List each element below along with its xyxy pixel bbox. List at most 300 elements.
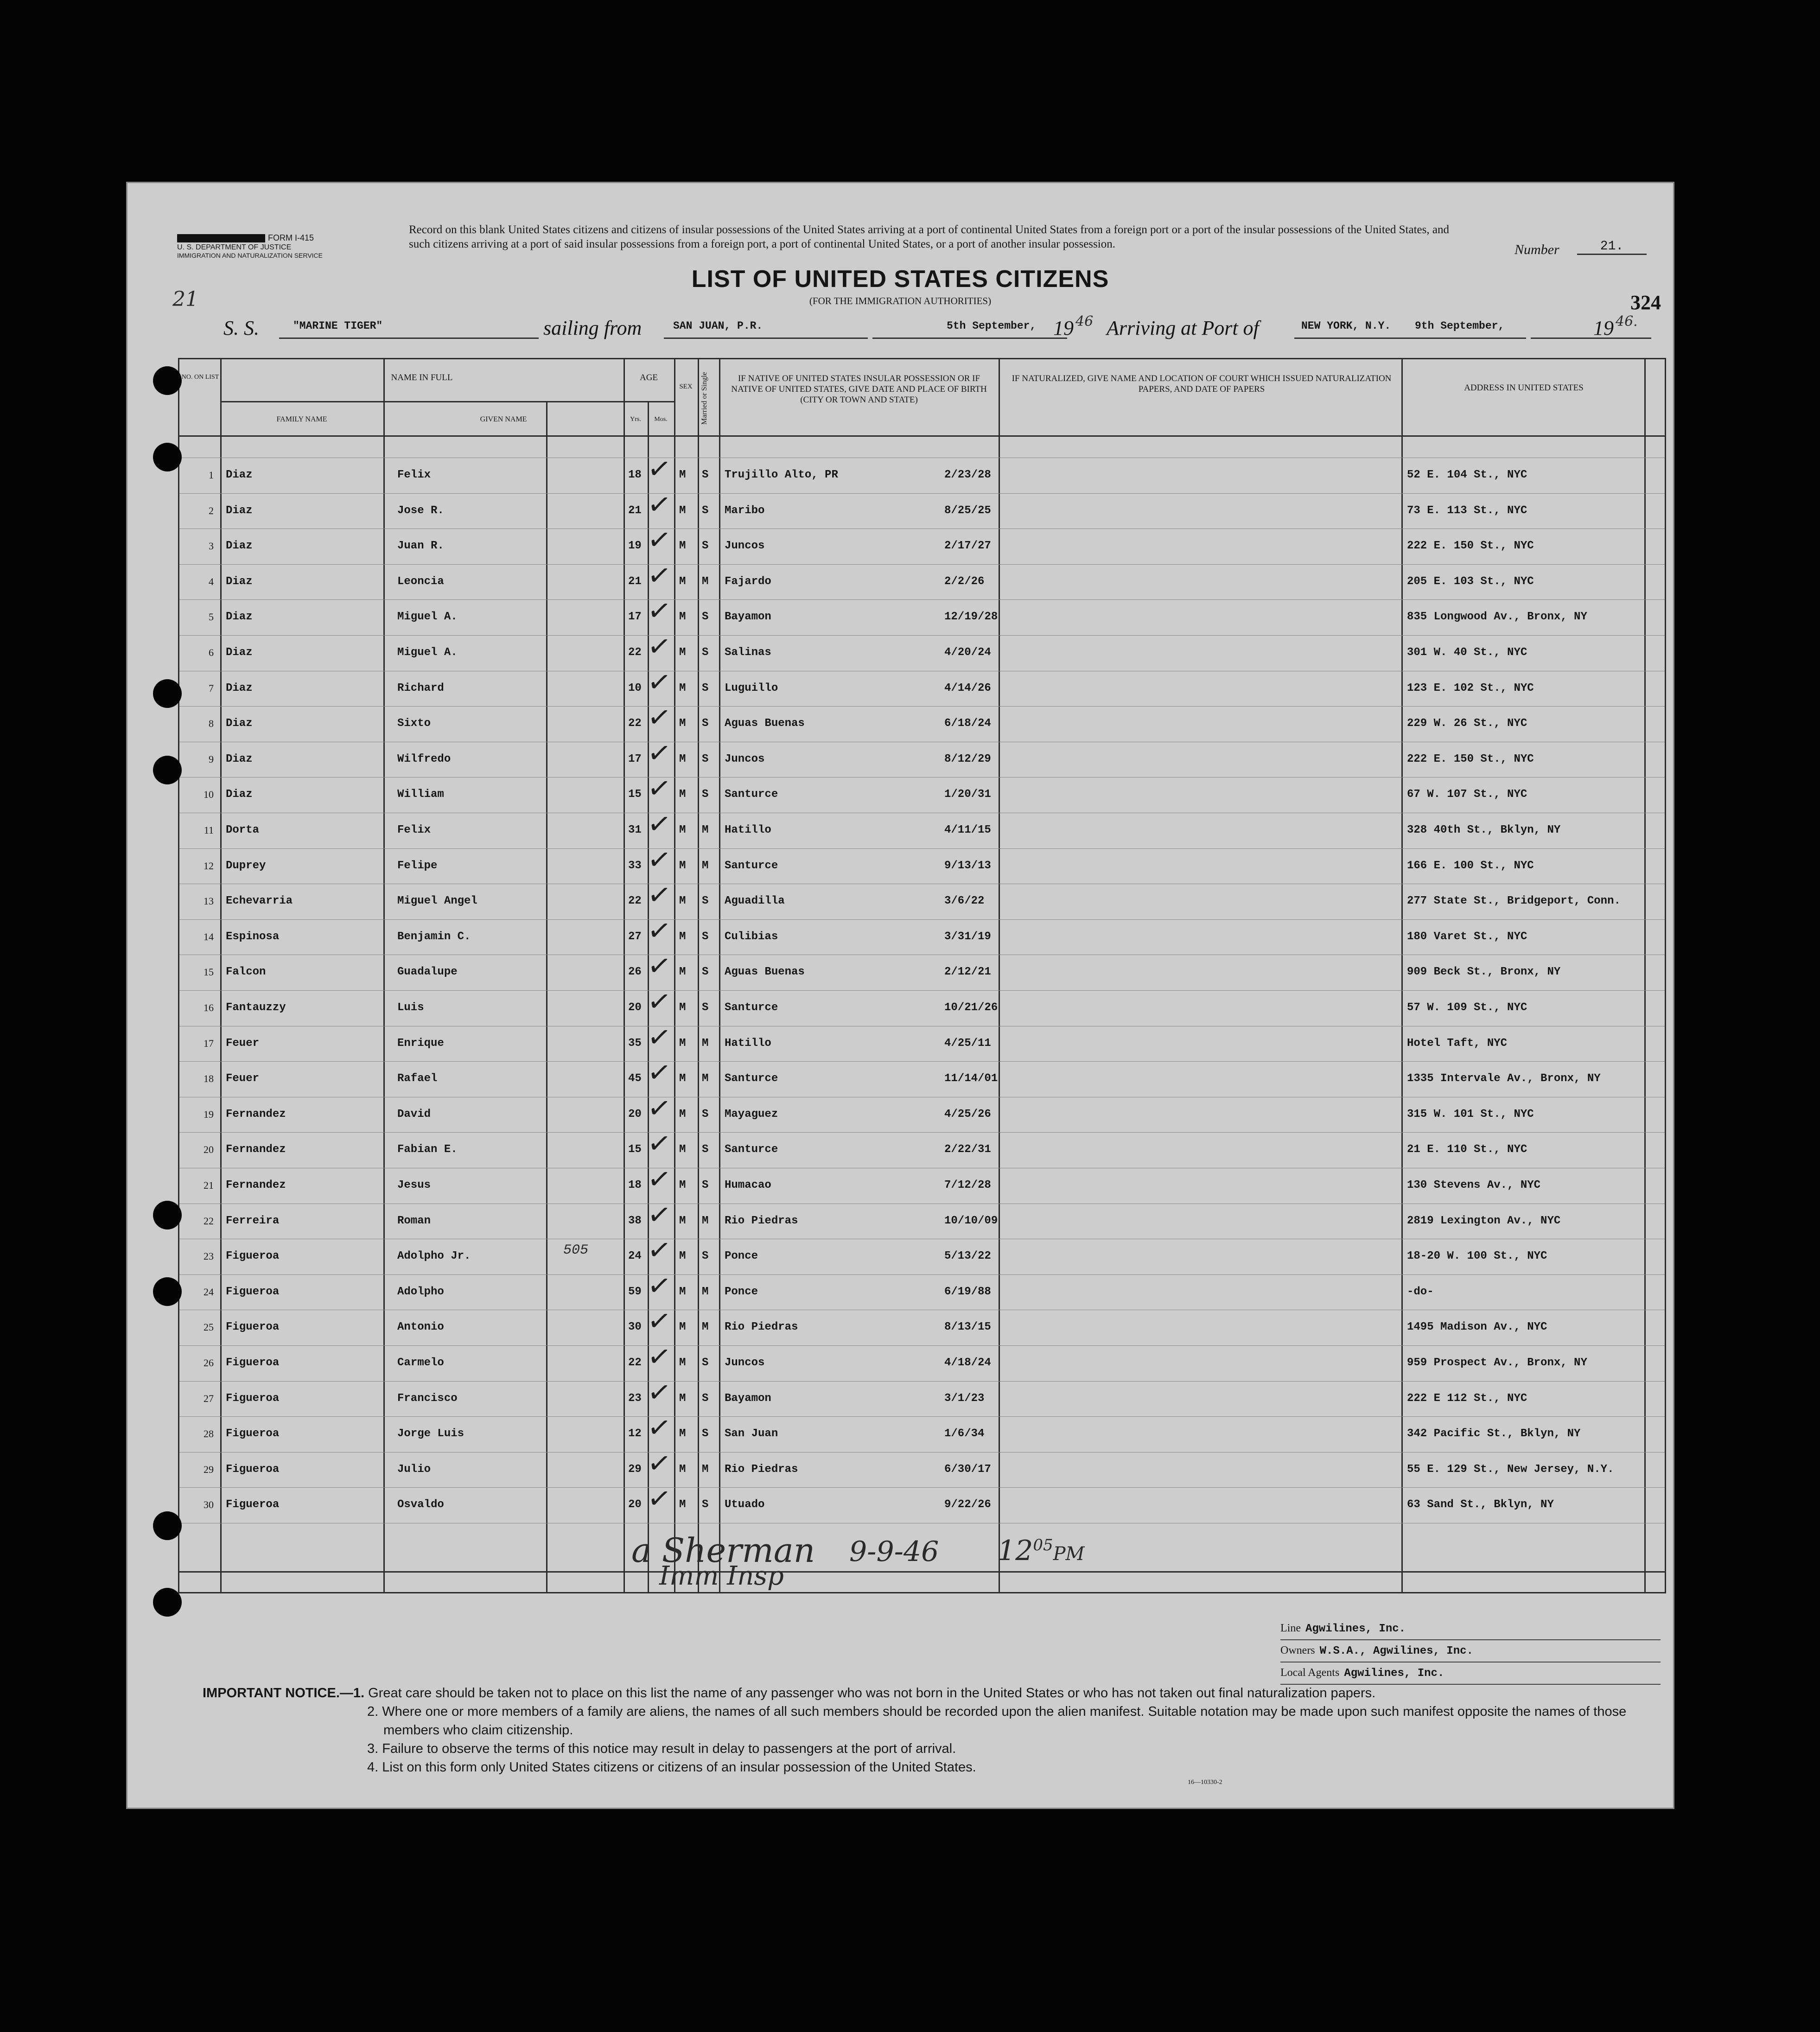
cell-ms: S xyxy=(702,1250,709,1263)
punch-hole xyxy=(153,443,182,471)
cell-no: 21 xyxy=(204,1179,214,1191)
cell-family: Figueroa xyxy=(226,1285,280,1298)
cell-age: 38 xyxy=(628,1214,642,1227)
cell-sex: M xyxy=(679,1321,686,1334)
page-subtitle: (FOR THE IMMIGRATION AUTHORITIES) xyxy=(809,295,992,306)
number-label: Number xyxy=(1515,242,1559,257)
cell-age: 22 xyxy=(628,895,642,908)
arrive-year-prefix: 19 xyxy=(1593,317,1614,339)
cell-no: 19 xyxy=(204,1108,214,1120)
check-mark-icon: ✓ xyxy=(645,451,673,487)
cell-place: Rio Piedras xyxy=(725,1321,798,1334)
cell-no: 10 xyxy=(204,789,214,801)
cell-ms: S xyxy=(702,504,709,517)
cell-given: Guadalupe xyxy=(397,966,458,979)
cell-sex: M xyxy=(679,540,686,553)
check-mark-icon: ✓ xyxy=(645,1481,673,1517)
check-mark-icon: ✓ xyxy=(645,1233,673,1268)
check-mark-icon: ✓ xyxy=(645,842,673,878)
cell-ms: S xyxy=(702,469,709,481)
corner-mark: 21 xyxy=(172,287,198,311)
punch-hole xyxy=(153,1588,182,1617)
notice-item-2: 2. Where one or more members of a family are aliens, the names of all such members should be recorded upon the alien manifest. Suitable notation may be made upon such manifest opposite the names of those members who claim citizenship. xyxy=(367,1704,1627,1738)
redaction-bar xyxy=(177,234,265,242)
cell-no: 29 xyxy=(204,1463,214,1475)
cell-ms: S xyxy=(702,611,709,624)
cell-date: 3/1/23 xyxy=(944,1392,985,1405)
ss-label: S. S. xyxy=(223,317,259,339)
cell-family: Figueroa xyxy=(226,1321,280,1334)
check-mark-icon: ✓ xyxy=(645,664,673,700)
inspector-title: Imm Insp xyxy=(659,1561,784,1591)
cell-place: Bayamon xyxy=(725,1392,771,1405)
cell-ms: M xyxy=(702,859,709,872)
cell-date: 12/19/28 xyxy=(944,611,998,624)
cell-family: Diaz xyxy=(226,575,253,588)
cell-address: 301 W. 40 St., NYC xyxy=(1407,646,1527,659)
cell-family: Diaz xyxy=(226,469,253,481)
cell-sex: M xyxy=(679,575,686,588)
cell-date: 6/30/17 xyxy=(944,1463,991,1476)
cell-age: 17 xyxy=(628,611,642,624)
cell-family: Fernandez xyxy=(226,1143,286,1156)
cell-age: 20 xyxy=(628,1001,642,1014)
cell-given: Fabian E. xyxy=(397,1143,458,1156)
cell-ms: S xyxy=(702,1427,709,1440)
punch-hole xyxy=(153,1277,182,1306)
punch-hole xyxy=(153,366,182,395)
cell-family: Dorta xyxy=(226,824,260,836)
depart-year: 46 xyxy=(1075,313,1094,330)
header-address: ADDRESS IN UNITED STATES xyxy=(1464,383,1584,393)
check-mark-icon: ✓ xyxy=(645,1375,673,1410)
cell-no: 15 xyxy=(204,966,214,978)
cell-given: Sixto xyxy=(397,717,431,730)
cell-given: Jorge Luis xyxy=(397,1427,465,1440)
cell-address: 130 Stevens Av., NYC xyxy=(1407,1179,1541,1191)
cell-address: 315 W. 101 St., NYC xyxy=(1407,1108,1534,1121)
cell-place: Santurce xyxy=(725,859,778,872)
cell-given: Benjamin C. xyxy=(397,930,471,943)
cell-date: 9/22/26 xyxy=(944,1498,991,1511)
cell-no: 17 xyxy=(204,1037,214,1049)
manifest-sheet xyxy=(126,182,1674,1809)
cell-ms: M xyxy=(702,1321,709,1334)
cell-no: 30 xyxy=(204,1499,214,1511)
cell-place: Santurce xyxy=(725,788,778,801)
cell-family: Fernandez xyxy=(226,1179,286,1191)
cell-age: 26 xyxy=(628,966,642,979)
cell-date: 2/23/28 xyxy=(944,469,991,481)
cell-address: 277 State St., Bridgeport, Conn. xyxy=(1407,895,1621,908)
cell-family: Diaz xyxy=(226,788,253,801)
cell-ms: M xyxy=(702,1214,709,1227)
cell-sex: M xyxy=(679,1108,686,1121)
cell-given: Francisco xyxy=(397,1392,458,1405)
cell-no: 11 xyxy=(204,824,214,836)
cell-place: Hatillo xyxy=(725,1037,771,1050)
cell-no: 22 xyxy=(204,1215,214,1227)
cell-place: Fajardo xyxy=(725,575,771,588)
cell-address: 180 Varet St., NYC xyxy=(1407,930,1527,943)
cell-address: 2819 Lexington Av., NYC xyxy=(1407,1214,1561,1227)
cell-family: Diaz xyxy=(226,646,253,659)
cell-age: 33 xyxy=(628,859,642,872)
cell-age: 45 xyxy=(628,1072,642,1085)
cell-date: 4/14/26 xyxy=(944,682,991,694)
cell-ms: S xyxy=(702,930,709,943)
cell-no: 3 xyxy=(209,540,214,552)
cell-sex: M xyxy=(679,824,686,836)
cell-date: 8/12/29 xyxy=(944,752,991,765)
cell-age: 12 xyxy=(628,1427,642,1440)
cell-given: Felix xyxy=(397,469,431,481)
cell-place: Juncos xyxy=(725,752,765,765)
cell-place: Mayaguez xyxy=(725,1108,778,1121)
depart-year-prefix: 19 xyxy=(1053,317,1074,339)
header-no: NO. ON LIST xyxy=(181,374,219,381)
cell-address: 166 E. 100 St., NYC xyxy=(1407,859,1534,872)
cell-sex: M xyxy=(679,1072,686,1085)
cell-address: 222 E 112 St., NYC xyxy=(1407,1392,1527,1405)
cell-address: 52 E. 104 St., NYC xyxy=(1407,469,1527,481)
cell-place: Rio Piedras xyxy=(725,1214,798,1227)
check-mark-icon: ✓ xyxy=(645,771,673,807)
cell-date: 10/10/09 xyxy=(944,1214,998,1227)
cell-address: Hotel Taft, NYC xyxy=(1407,1037,1508,1050)
cell-given: Adolpho Jr. xyxy=(397,1250,471,1263)
agents-block xyxy=(1280,1618,1661,1685)
cell-sex: M xyxy=(679,930,686,943)
cell-place: Santurce xyxy=(725,1072,778,1085)
cell-ms: M xyxy=(702,575,709,588)
cell-address: 222 E. 150 St., NYC xyxy=(1407,540,1534,553)
cell-date: 2/22/31 xyxy=(944,1143,991,1156)
cell-family: Figueroa xyxy=(226,1498,280,1511)
cell-age: 20 xyxy=(628,1498,642,1511)
cell-given: Osvaldo xyxy=(397,1498,444,1511)
number-value: 21. xyxy=(1577,239,1647,255)
check-mark-icon: ✓ xyxy=(645,1446,673,1481)
cell-given: Richard xyxy=(397,682,444,694)
cell-sex: M xyxy=(679,469,686,481)
cell-sex: M xyxy=(679,966,686,979)
cell-family: Feuer xyxy=(226,1072,260,1085)
cell-address: 123 E. 102 St., NYC xyxy=(1407,682,1534,694)
cell-no: 20 xyxy=(204,1144,214,1156)
cell-family: Echevarria xyxy=(226,895,293,908)
cell-sex: M xyxy=(679,1179,686,1191)
cell-no: 27 xyxy=(204,1392,214,1404)
arrive-date: 9th September, xyxy=(1415,320,1505,332)
cell-family: Diaz xyxy=(226,540,253,553)
cell-date: 9/13/13 xyxy=(944,859,991,872)
header-family-name: FAMILY NAME xyxy=(276,415,327,423)
sign-date: 9-9-46 xyxy=(849,1535,939,1568)
cell-age: 29 xyxy=(628,1463,642,1476)
cell-place: Aguadilla xyxy=(725,895,785,908)
check-mark-icon: ✓ xyxy=(645,913,673,949)
notice-item-4: 4. List on this form only United States citizens or citizens of an insular possession of the United States. xyxy=(367,1760,976,1775)
cell-family: Diaz xyxy=(226,504,253,517)
cell-given: Wilfredo xyxy=(397,752,451,765)
check-mark-icon: ✓ xyxy=(645,984,673,1020)
cell-place: Ponce xyxy=(725,1285,758,1298)
cell-sex: M xyxy=(679,1392,686,1405)
cell-no: 8 xyxy=(209,718,214,730)
cell-family: Duprey xyxy=(226,859,266,872)
form-label: FORM I-415 xyxy=(177,233,314,243)
cell-family: Figueroa xyxy=(226,1392,280,1405)
cell-no: 5 xyxy=(209,611,214,623)
cell-age: 22 xyxy=(628,717,642,730)
cell-address: 21 E. 110 St., NYC xyxy=(1407,1143,1527,1156)
cell-family: Fernandez xyxy=(226,1108,286,1121)
check-mark-icon: ✓ xyxy=(645,1055,673,1091)
cell-given: Juan R. xyxy=(397,540,444,553)
header-birth: IF NATIVE OF UNITED STATES INSULAR POSSESSION OR IF NATIVE OF UNITED STATES, GIVE DATE AND PLACE OF BIRTH (CITY OR TOWN AND STATE) xyxy=(731,374,987,405)
cell-sex: M xyxy=(679,859,686,872)
page-title: LIST OF UNITED STATES CITIZENS xyxy=(691,266,1109,293)
cell-place: Juncos xyxy=(725,540,765,553)
cell-ms: S xyxy=(702,1001,709,1014)
notice-item-1: Great care should be taken not to place on this list the name of any passenger who was not born in the United States or who has not taken out final naturalization papers. xyxy=(368,1686,1376,1701)
header-mos: Mos. xyxy=(654,416,668,423)
cell-given: Jesus xyxy=(397,1179,431,1191)
cell-age: 31 xyxy=(628,824,642,836)
check-mark-icon: ✓ xyxy=(645,1197,673,1233)
cell-age: 22 xyxy=(628,646,642,659)
cell-place: Hatillo xyxy=(725,824,771,836)
cell-sex: M xyxy=(679,611,686,624)
cell-no: 6 xyxy=(209,647,214,658)
sign-time: $12^{05}PM$ xyxy=(998,1535,1085,1567)
header-name-in-full: NAME IN FULL xyxy=(391,373,453,382)
cell-no: 28 xyxy=(204,1428,214,1440)
cell-place: Utuado xyxy=(725,1498,765,1511)
header-given-name: GIVEN NAME xyxy=(480,415,527,423)
cell-family: Falcon xyxy=(226,966,266,979)
cell-date: 5/13/22 xyxy=(944,1250,991,1263)
cell-address: 57 W. 109 St., NYC xyxy=(1407,1001,1527,1014)
cell-no: 12 xyxy=(204,860,214,872)
check-mark-icon: ✓ xyxy=(645,487,673,522)
cell-sex: M xyxy=(679,1001,686,1014)
cell-ms: S xyxy=(702,1179,709,1191)
cell-sex: M xyxy=(679,1250,686,1263)
cell-place: San Juan xyxy=(725,1427,778,1440)
check-mark-icon: ✓ xyxy=(645,1090,673,1126)
cell-no: 16 xyxy=(204,1002,214,1013)
cell-age: 22 xyxy=(628,1357,642,1369)
owners-entry: Owners W.S.A., Agwilines, Inc. xyxy=(1280,1640,1661,1663)
cell-date: 8/25/25 xyxy=(944,504,991,517)
check-mark-icon: ✓ xyxy=(645,1339,673,1375)
cell-date: 2/17/27 xyxy=(944,540,991,553)
cell-date: 4/11/15 xyxy=(944,824,991,836)
check-mark-icon: ✓ xyxy=(645,878,673,913)
cell-family: Diaz xyxy=(226,611,253,624)
cell-place: Maribo xyxy=(725,504,765,517)
cell-given: Jose R. xyxy=(397,504,444,517)
cell-age: 59 xyxy=(628,1285,642,1298)
header-yrs: Yrs. xyxy=(630,416,641,423)
cell-place: Bayamon xyxy=(725,611,771,624)
cell-ms: S xyxy=(702,788,709,801)
footer-code: 16—10330-2 xyxy=(1188,1779,1222,1786)
department-name: U. S. DEPARTMENT OF JUSTICE xyxy=(177,243,292,251)
cell-date: 3/6/22 xyxy=(944,895,985,908)
cell-place: Luguillo xyxy=(725,682,778,694)
arriving-label: Arriving at Port of xyxy=(1107,317,1259,339)
cell-ms: S xyxy=(702,895,709,908)
cell-date: 6/18/24 xyxy=(944,717,991,730)
cell-address: 1495 Madison Av., NYC xyxy=(1407,1321,1547,1334)
cell-place: Aguas Buenas xyxy=(725,717,805,730)
cell-no: 4 xyxy=(209,575,214,587)
cell-date: 2/2/26 xyxy=(944,575,985,588)
depart-date: 5th September, xyxy=(947,320,1037,332)
check-mark-icon: ✓ xyxy=(645,700,673,736)
cell-place: Santurce xyxy=(725,1143,778,1156)
cell-no: 26 xyxy=(204,1357,214,1369)
cell-age: 20 xyxy=(628,1108,642,1121)
cell-age: 10 xyxy=(628,682,642,694)
inspector-signature: a Sherman xyxy=(631,1531,815,1570)
cell-date: 10/21/26 xyxy=(944,1001,998,1014)
cell-ms: S xyxy=(702,752,709,765)
cell-place: Trujillo Alto, PR xyxy=(725,469,838,481)
cell-no: 2 xyxy=(209,504,214,516)
important-notice xyxy=(203,1684,1649,1777)
cell-address: 222 E. 150 St., NYC xyxy=(1407,752,1534,765)
check-mark-icon: ✓ xyxy=(645,806,673,842)
cell-place: Humacao xyxy=(725,1179,771,1191)
cell-given: Felix xyxy=(397,824,431,836)
cell-sex: M xyxy=(679,752,686,765)
check-mark-icon: ✓ xyxy=(645,522,673,558)
cell-ms: S xyxy=(702,1108,709,1121)
check-mark-icon: ✓ xyxy=(645,1410,673,1446)
cell-sex: M xyxy=(679,1498,686,1511)
cell-sex: M xyxy=(679,1463,686,1476)
cell-sex: M xyxy=(679,646,686,659)
cell-age: 21 xyxy=(628,575,642,588)
cell-family: Espinosa xyxy=(226,930,280,943)
cell-address: 67 W. 107 St., NYC xyxy=(1407,788,1527,801)
cell-date: 1/6/34 xyxy=(944,1427,985,1440)
cell-ms: S xyxy=(702,1357,709,1369)
to-port: NEW YORK, N.Y. xyxy=(1301,320,1391,332)
cell-ms: S xyxy=(702,1392,709,1405)
cell-family: Figueroa xyxy=(226,1427,280,1440)
cell-given: Carmelo xyxy=(397,1357,444,1369)
sailing-label: sailing from xyxy=(543,317,642,339)
check-mark-icon: ✓ xyxy=(645,1126,673,1162)
cell-family: Diaz xyxy=(226,717,253,730)
cell-ms: M xyxy=(702,1037,709,1050)
cell-given: Miguel Angel xyxy=(397,895,477,908)
cell-sex: M xyxy=(679,682,686,694)
cell-address: 205 E. 103 St., NYC xyxy=(1407,575,1534,588)
cell-sex: M xyxy=(679,788,686,801)
cell-address: 959 Prospect Av., Bronx, NY xyxy=(1407,1357,1587,1369)
header-age: AGE xyxy=(639,373,658,382)
cell-age: 27 xyxy=(628,930,642,943)
cell-sex: M xyxy=(679,1037,686,1050)
cell-no: 9 xyxy=(209,753,214,765)
passenger-table xyxy=(178,358,1666,1593)
check-mark-icon: ✓ xyxy=(645,1268,673,1304)
cell-address: 73 E. 113 St., NYC xyxy=(1407,504,1527,517)
cell-family: Ferreira xyxy=(226,1214,280,1227)
cell-ms: S xyxy=(702,1143,709,1156)
cell-address: 55 E. 129 St., New Jersey, N.Y. xyxy=(1407,1463,1614,1476)
check-mark-icon: ✓ xyxy=(645,735,673,771)
cell-sex: M xyxy=(679,1214,686,1227)
cell-given: Julio xyxy=(397,1463,431,1476)
cell-age: 18 xyxy=(628,469,642,481)
cell-date: 6/19/88 xyxy=(944,1285,991,1298)
check-mark-icon: ✓ xyxy=(645,629,673,665)
cell-date: 4/25/26 xyxy=(944,1108,991,1121)
cell-given: Felipe xyxy=(397,859,438,872)
punch-hole xyxy=(153,1511,182,1540)
line-entry: Line Agwilines, Inc. xyxy=(1280,1618,1661,1640)
cell-age: 19 xyxy=(628,540,642,553)
header-married: Married or Single xyxy=(700,372,708,425)
check-mark-icon: ✓ xyxy=(645,1161,673,1198)
cell-no: 23 xyxy=(204,1250,214,1262)
cell-sex: M xyxy=(679,717,686,730)
cell-sex: M xyxy=(679,1427,686,1440)
cell-ms: M xyxy=(702,1072,709,1085)
ship-name: "MARINE TIGER" xyxy=(293,320,383,332)
check-mark-icon: ✓ xyxy=(645,949,673,984)
cell-place: Salinas xyxy=(725,646,771,659)
check-mark-icon: ✓ xyxy=(645,558,673,593)
cell-age: 24 xyxy=(628,1250,642,1263)
cell-no: 7 xyxy=(209,682,214,694)
cell-address: 229 W. 26 St., NYC xyxy=(1407,717,1527,730)
cell-date: 7/12/28 xyxy=(944,1179,991,1191)
cell-given: David xyxy=(397,1108,431,1121)
cell-address: 342 Pacific St., Bklyn, NY xyxy=(1407,1427,1581,1440)
cell-date: 1/20/31 xyxy=(944,788,991,801)
cell-date: 11/14/01 xyxy=(944,1072,998,1085)
cell-ms: M xyxy=(702,1285,709,1298)
cell-given: William xyxy=(397,788,444,801)
cell-ms: S xyxy=(702,966,709,979)
cell-place: Santurce xyxy=(725,1001,778,1014)
header-naturalized: IF NATURALIZED, GIVE NAME AND LOCATION OF COURT WHICH ISSUED NATURALIZATION PAPERS, AND DATE OF PAPERS xyxy=(1012,374,1392,394)
notice-item-3: 3. Failure to observe the terms of this notice may result in delay to passengers at the port of arrival. xyxy=(367,1741,956,1756)
cell-no: 24 xyxy=(204,1286,214,1298)
cell-family: Diaz xyxy=(226,682,253,694)
header-sex: SEX xyxy=(679,383,693,390)
cell-family: Diaz xyxy=(226,752,253,765)
cell-sex: M xyxy=(679,1285,686,1298)
cell-given: Enrique xyxy=(397,1037,444,1050)
cell-no: 18 xyxy=(204,1073,214,1085)
cell-given: Antonio xyxy=(397,1321,444,1334)
cell-age: 17 xyxy=(628,752,642,765)
cell-ms: S xyxy=(702,1498,709,1511)
voyage-line xyxy=(223,313,1665,344)
cell-age: 35 xyxy=(628,1037,642,1050)
cell-place: Culibias xyxy=(725,930,778,943)
cell-address: 835 Longwood Av., Bronx, NY xyxy=(1407,611,1587,624)
